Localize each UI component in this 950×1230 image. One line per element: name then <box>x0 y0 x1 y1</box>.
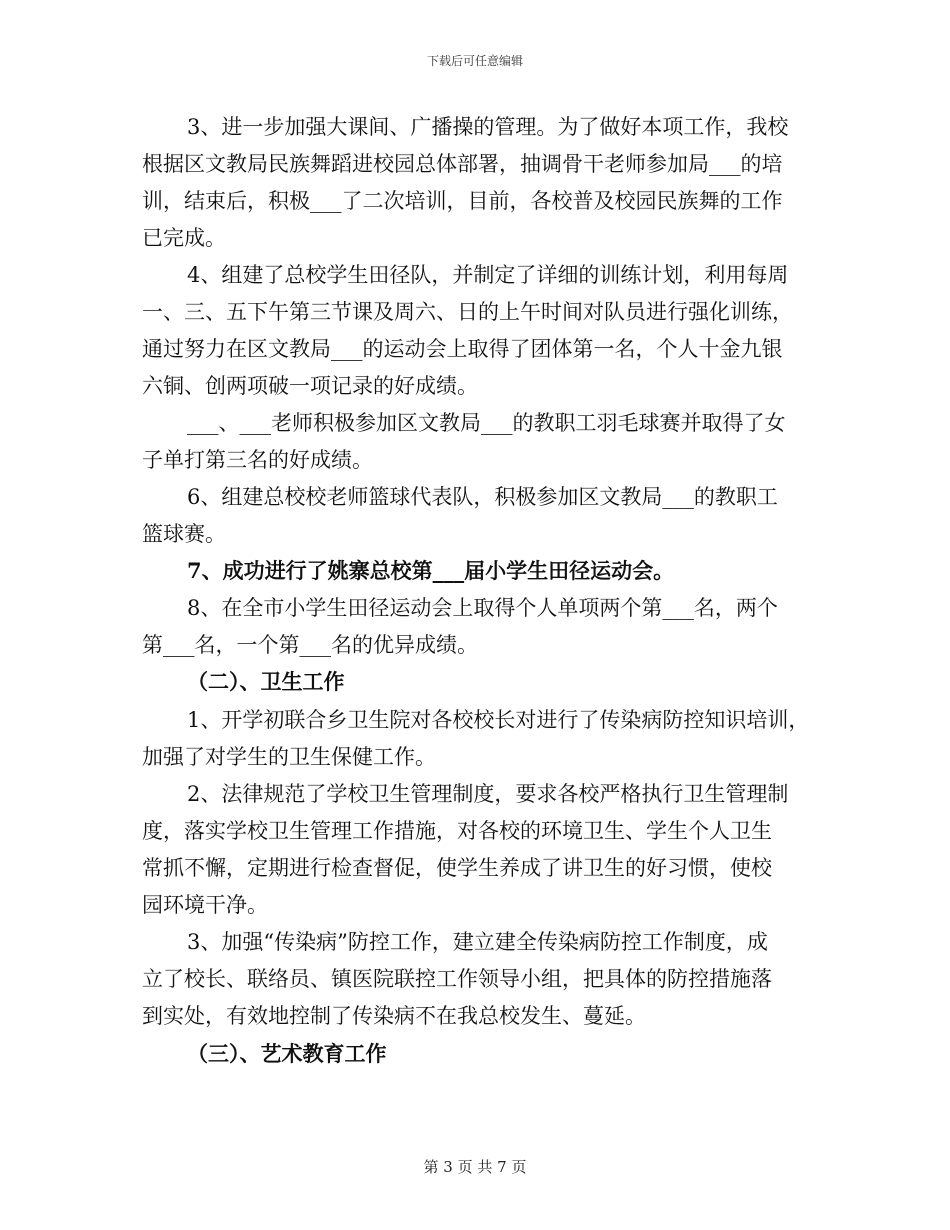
paragraph-line: 训，结束后，积极___了二次培训，目前，各校普及校园民族舞的工作 <box>142 189 783 213</box>
page-header: 下载后可任意编辑 <box>426 54 523 68</box>
paragraph-line: 6、组建总校校老师篮球代表队，积极参加区文教局___的教职工 <box>187 485 778 509</box>
paragraph-line: 子单打第三名的好成绩。 <box>142 448 373 472</box>
page-footer: 第 3 页 共 7 页 <box>423 1158 527 1176</box>
paragraph-line: 2、法律规范了学校卫生管理制度，要求各校严格执行卫生管理制 <box>187 782 789 806</box>
bold-item-line: 7、成功进行了姚寨总校第___届小学生田径运动会。 <box>187 558 675 583</box>
paragraph-line: 3、进一步加强大课间、广播操的管理。为了做好本项工作，我校 <box>187 115 789 139</box>
paragraph-line: 第___名，一个第___名的优异成绩。 <box>142 633 478 657</box>
paragraph-line: 立了校长、联络员、镇医院联控工作领导小组，把具体的防控措施落 <box>142 967 772 991</box>
paragraph-line: 加强了对学生的卫生保健工作。 <box>142 745 436 769</box>
paragraph-line: 已完成。 <box>142 226 226 250</box>
section-heading: （三）、艺术教育工作 <box>187 1041 387 1066</box>
paragraph-line: 到实处，有效地控制了传染病不在我总校发生、蔓延。 <box>142 1004 646 1028</box>
section-heading: （二）、卫生工作 <box>187 669 345 694</box>
paragraph-line: 8、在全市小学生田径运动会上取得个人单项两个第___名，两个 <box>187 596 778 620</box>
paragraph-line: 六铜、创两项破一项记录的好成绩。 <box>142 374 478 398</box>
paragraph-line: 常抓不懈，定期进行检查督促，使学生养成了讲卫生的好习惯，使校 <box>142 856 772 880</box>
paragraph-line: 篮球赛。 <box>142 522 226 546</box>
paragraph-line: 1、开学初联合乡卫生院对各校校长对进行了传染病防控知识培训， <box>187 708 810 732</box>
paragraph-line: 3、加强“传染病”防控工作，建立建全传染病防控工作制度，成 <box>187 930 768 954</box>
paragraph-line: 根据区文教局民族舞蹈进校园总体部署，抽调骨干老师参加局___的培 <box>142 152 783 176</box>
paragraph-line: 一、三、五下午第三节课及周六、日的上午时间对队员进行强化训练， <box>142 300 793 324</box>
paragraph-line: 通过努力在区文教局___的运动会上取得了团体第一名，个人十金九银 <box>142 337 783 361</box>
paragraph-line: 园环境干净。 <box>142 893 268 917</box>
paragraph-line: 度，落实学校卫生管理工作措施，对各校的环境卫生、学生个人卫生 <box>142 819 772 843</box>
paragraph-line: 4、组建了总校学生田径队，并制定了详细的训练计划，利用每周 <box>187 263 789 287</box>
paragraph-line: ___、___老师积极参加区文教局___的教职工羽毛球赛并取得了女 <box>187 411 786 435</box>
